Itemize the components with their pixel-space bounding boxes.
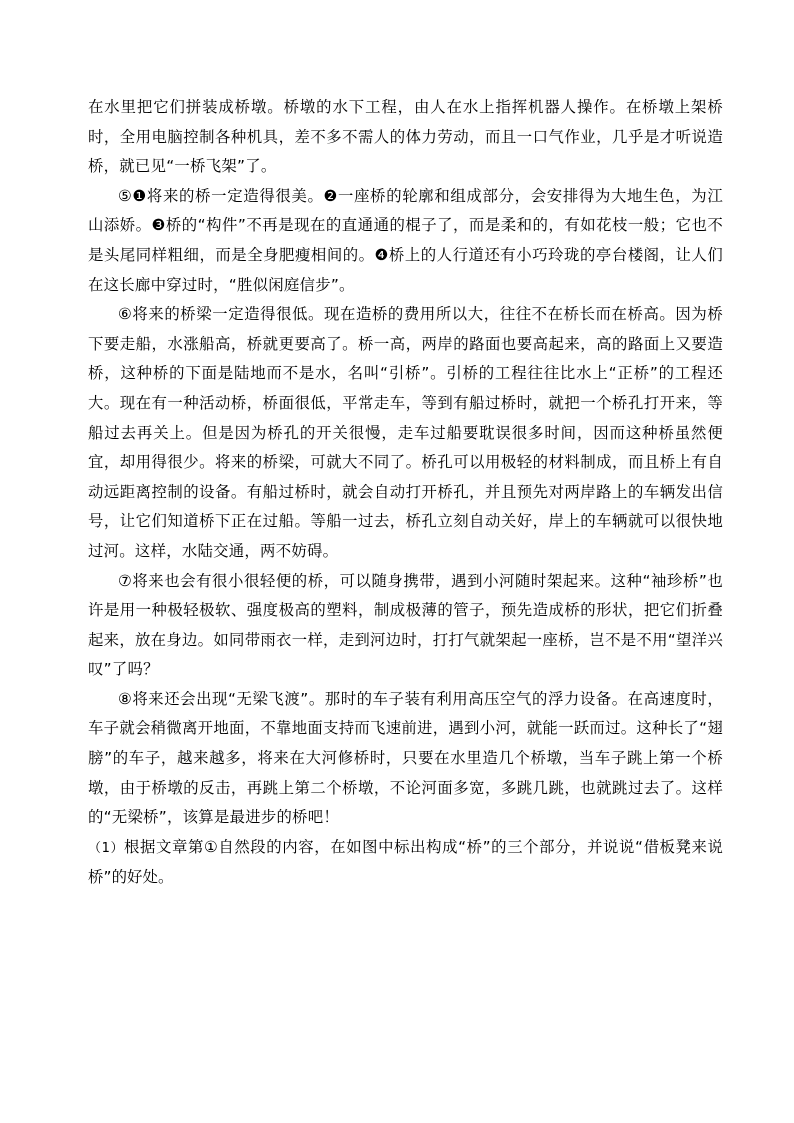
question-text: 根据文章第①自然段的内容，在如图中标出构成“桥”的三个部分，并说说“借板凳来说桥”的好处。 — [88, 837, 723, 887]
question-1 — [88, 833, 723, 893]
document-body — [88, 93, 723, 893]
paragraph-5: ⑤❶将来的桥一定造得很美。❷一座桥的轮廓和组成部分，会安排得为大地生色，为江山添娇。❸桥的“构件”不再是现在的直通通的棍子了，而是柔和的，有如花枝一般；它也不是头尾同样粗细，而是全身肥瘦相间的。❹桥上的人行道还有小巧玲珑的亭台楼阁，让人们在这长廊中穿过时，“胜似闲庭信步”。 — [88, 186, 723, 294]
paragraph-7: ⑦将来也会有很小很轻便的桥，可以随身携带，遇到小河随时架起来。这种“袖珍桥”也许是用一种极轻极软、强度极高的塑料，制成极薄的管子，预先造成桥的形状，把它们折叠起来，放在身边。如同带雨衣一样，走到河边时，打打气就架起一座桥，岂不是不用“望洋兴叹”了吗？ — [88, 571, 723, 679]
question-number: （1） — [88, 840, 125, 856]
paragraph-continued: 在水里把它们拼装成桥墩。桥墩的水下工程，由人在水上指挥机器人操作。在桥墩上架桥时，全用电脑控制各种机具，差不多不需人的体力劳动，而且一口气作业，几乎是才听说造桥，就已见“一桥飞架”了。 — [88, 98, 723, 176]
paragraph-6: ⑥将来的桥梁一定造得很低。现在造桥的费用所以大，往往不在桥长而在桥高。因为桥下要走船，水涨船高，桥就更要高了。桥一高，两岸的路面也要高起来，高的路面上又要造桥，这种桥的下面是陆地而不是水，名叫“引桥”。引桥的工程往往比水上“正桥”的工程还大。现在有一种活动桥，桥面很低，平常走车，等到有船过桥时，就把一个桥孔打开来，等船过去再关上。但是因为桥孔的开关很慢，走车过船要耽误很多时间，因而这种桥虽然便宜，却用得很少。将来的桥梁，可就大不同了。桥孔可以用极轻的材料制成，而且桥上有自动远距离控制的设备。有船过桥时，就会自动打开桥孔，并且预先对两岸路上的车辆发出信号，让它们知道桥下正在过船。等船一过去，桥孔立刻自动关好，岸上的车辆就可以很快地过河。这样，水陆交通，两不妨碍。 — [88, 305, 723, 560]
paragraph-8: ⑧将来还会出现“无梁飞渡”。那时的车子装有利用高压空气的浮力设备。在高速度时，车子就会稍微离开地面，不靠地面支持而飞速前进，遇到小河，就能一跃而过。这种长了“翅膀”的车子，越来越多，将来在大河修桥时，只要在水里造几个桥墩，当车子跳上第一个桥墩，由于桥墩的反击，再跳上第二个桥墩，不论河面多宽，多跳几跳，也就跳过去了。这样的“无梁桥”，该算是最进步的桥吧！ — [88, 689, 723, 827]
